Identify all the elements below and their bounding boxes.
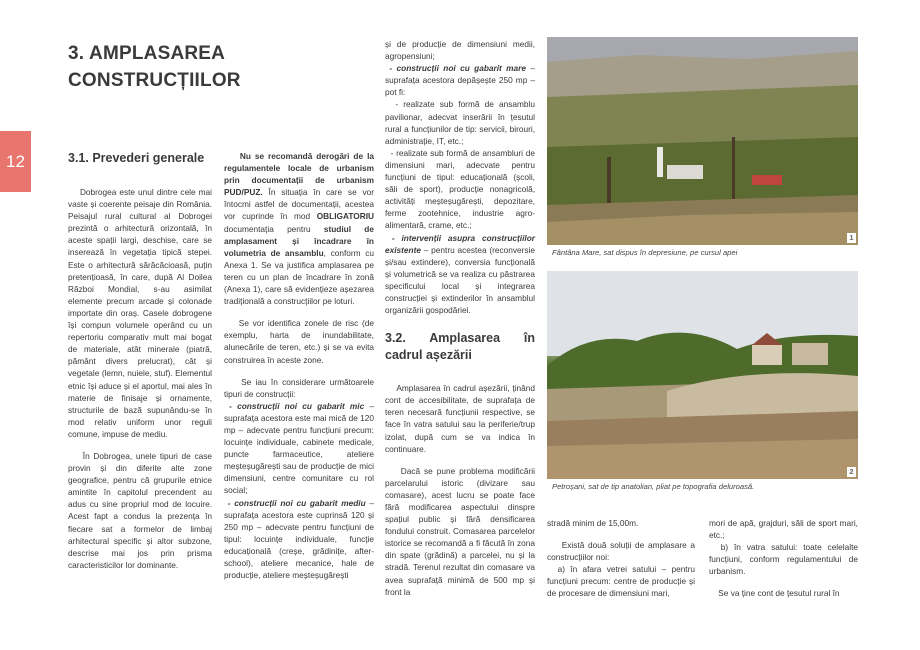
figure-caption: Petroșani, sat de tip anatolian, pliat pe topografia deluroasă.	[552, 482, 755, 491]
paragraph	[385, 382, 535, 455]
paragraph-text: Se iau în considerare următoarele tipuri de construcții:	[224, 376, 374, 399]
paragraph	[547, 539, 695, 563]
section-heading-3-2: 3.2. Amplasarea în cadrul așezării	[385, 331, 535, 363]
paragraph	[224, 150, 374, 307]
text-column-2	[224, 150, 374, 581]
bold-text: Nu se recomandă derogări de la regulamentele locale de urbanism prin documentații de urbanism PUD/PUZ.	[224, 151, 374, 198]
paragraph-text: documentația pentru	[224, 223, 324, 234]
paragraph	[385, 465, 535, 598]
list-item	[547, 563, 695, 599]
paragraph-text: stradă minim de 15,00m.	[547, 518, 639, 528]
list-item	[224, 400, 374, 497]
list-item-text: a) în afara vetrei satului – pentru funcțiuni precum: centre de producție și de procesare de dimensiuni mari,	[547, 564, 695, 599]
text-column-5	[709, 517, 858, 610]
paragraph-text: Dobrogea este unul dintre cele mai vaste și coerente peisaje din România. Peisajul rural cultural al Dobrogei prezintă o arhitectură orizontală, în aceste spații largi, deschise, care se inserează în vegetația tipică stepei. Este o arhitectură sărăcăcioasă, puțin pretențioasă, în care, după Al Doilea Război Mondial, s-au asimilat elemente precum arcade și colonade importate din oraș. Casele dobrogene își compun volumele operând cu un repertoriu comparativ mult mai bogat de materiale, atât minerale (piatră, pământ divers prelucrat), cât și vegetale (lemn, nuiele, stuf). Elementul etnic își aduce și el aportul, mai ales în materie de finisaje și ornamente, structurile de bază supunându-se în mod relativ uniform unor reguli comune, impuse de mediu.	[68, 187, 212, 439]
list-item-text: b) în vatra satului: toate celelalte funcțiuni, conform regulamentului de urbanism.	[709, 542, 858, 577]
figure-number: 1	[847, 233, 856, 243]
page-number: 12	[0, 131, 31, 192]
sub-list-item	[385, 147, 535, 232]
bold-text: studiul de amplasament și încadrare în volumetria de ansamblu	[224, 223, 374, 258]
figure-number: 2	[847, 467, 856, 477]
paragraph-text: Amplasarea în cadrul așezării, ținând cont de accesibilitate, de suprafața de teren necesară funcțiunii respective, se face în vatra satului sau la periferie/trup izolat, după cum se va indica în continuare.	[385, 383, 535, 454]
paragraph	[68, 450, 212, 571]
paragraph-text: Se vor identifica zonele de risc (de exemplu, harta de inundabilitate, alunecările de teren, etc.) și se va evita construirea în aceste zone.	[224, 318, 374, 365]
text-column-1	[68, 150, 212, 581]
paragraph	[709, 517, 858, 541]
list-item-label: - construcții noi cu gabarit mic	[229, 400, 365, 411]
text-column-3	[385, 38, 535, 608]
landscape-illustration	[547, 37, 858, 245]
sub-list-item	[385, 98, 535, 146]
paragraph	[385, 38, 535, 62]
paragraph-text: Dacă se pune problema modificării parcelarului istoric (divizare sau comasare), acest lucru se poate face fără modificarea aspectului dinspre spațiul public și fără densificarea fondului construit. Comasarea parcelelor istorice se recomandă a fi făcută în zona din spate (grădină) a parcelei, nu și la stradă. Terenul rezultat din comasare va avea suprafață minimă de 500 mp și front la	[385, 465, 535, 597]
paragraph-text: și de producție de dimensiuni medii, agropensiuni;	[385, 39, 535, 62]
bold-text: OBLIGATORIU	[316, 211, 374, 222]
sub-list-item-text: - realizate sub formă de ansamblu pavilionar, adecvat inserării în țesutul rural a funcțiunilor de tip: servicii, birouri, administrație, IT, etc.;	[385, 99, 535, 146]
list-item-text: – suprafața acestora este mai mică de 120 mp – adecvate pentru funcțiuni precum: locuințe individuale, cabinete medicale, puncte farmaceutice, ateliere meșteșugărești sau de producție de mici dimensiuni, centre comunitare cu rol social;	[224, 400, 374, 496]
photo-petrosani	[547, 271, 858, 479]
list-item-text: – suprafața acestora depășește 250 mp – pot fi:	[385, 63, 535, 98]
section-heading-3-1: 3.1. Prevederi generale	[68, 151, 205, 165]
chapter-title: 3. AMPLASAREA CONSTRUCȚIILOR	[68, 43, 241, 91]
paragraph	[224, 376, 374, 400]
list-item	[385, 232, 535, 317]
list-item	[709, 541, 858, 577]
list-item	[224, 497, 374, 582]
paragraph-text: mori de apă, grajduri, săli de sport mari, etc.;	[709, 518, 858, 541]
paragraph	[547, 517, 695, 529]
paragraph-text: În Dobrogea, unele tipuri de case provin și din diferite alte zone geografice, pentru că grupurile etnice amintite în capitolul precendent au adus cu sine propriul mod de locuire. Acest fapt a condus la prezența în fiecare sat a formelor de limbaj arhitectural specific și altor subzone, descrise mai jos prin prisma caracteristicilor lor dominante.	[68, 450, 212, 570]
landscape-illustration	[547, 271, 858, 479]
photo-fantana-mare	[547, 37, 858, 245]
paragraph-text: Există două soluții de amplasare a construcțiilor noi:	[547, 540, 695, 563]
paragraph	[709, 587, 858, 599]
paragraph	[224, 317, 374, 365]
list-item	[385, 62, 535, 98]
list-item-label: - intervenții asupra construcțiilor existente	[385, 232, 535, 255]
list-item-label: - construcții noi cu gabarit mare	[389, 63, 527, 74]
list-item-label: - construcții noi cu gabarit mediu	[227, 497, 366, 508]
list-item-text: – suprafața acestora este cuprinsă 120 și 250 mp – adecvate pentru funcțiuni de tipul: locuințe individuale, funcție educațională (creșe, grădinițe, after-school), ateliere mecanice, hale de producție, ateliere meșteșugărești	[224, 497, 374, 581]
text-column-4	[547, 517, 695, 600]
paragraph	[68, 186, 212, 440]
list-item-text: – pentru acestea (reconversie și/sau extindere), conversia funcțională și volumetrică se va realiza cu păstrarea specificului local și integrarea construcției și extinderilor în ansamblul organizării gospodăriei.	[385, 244, 535, 316]
paragraph-text: , conform cu Anexa 1. Se va justifica amplasarea pe teren cu un plan de încadrare în zonă (Anexa 1), care să evidențieze așezarea tradițională a construcțiilor pe loturi.	[224, 247, 375, 307]
figure-caption: Fântâna Mare, sat dispus în depresiune, pe cursul apei	[552, 248, 738, 257]
paragraph-text: În situația în care se vor întocmi astfel de documentații, acestea vor cuprinde în mod	[224, 187, 374, 222]
paragraph-text: Se va ține cont de țesutul rural în	[718, 588, 840, 599]
sub-list-item-text: - realizate sub formă de ansambluri de dimensiuni mari, adecvate pentru funcțiuni de tipul: educațională (școli, săli de sport), producție nonagricolă, activități meșteșugărești, depozitare, ferme zootehnice, industrie agro-alimentară, crame, etc.;	[385, 147, 535, 231]
